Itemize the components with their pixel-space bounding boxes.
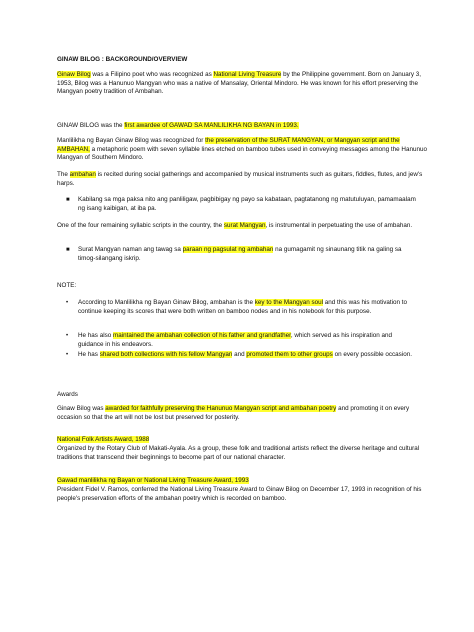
bullet-icon: ■ xyxy=(66,247,70,253)
awards-label: Awards xyxy=(57,391,78,398)
highlight-first-awardee: first awardee of GAWAD SA MANLILIKHA NG BAYAN in 1993. xyxy=(124,122,299,129)
note-item-shared: • He has shared both collections with his fellow Mangyan and promoted them to other groups on every possible occasion. xyxy=(66,351,412,358)
highlight-surat-mangyan: the preservation of the SURAT MANGYAN, or Mangyan script and the AMBAHAN, xyxy=(57,137,400,153)
award-text-folk-artists: Organized by the Rotary Club of Makati-Ayala. As a group, these folk and traditional artists reflect the diverse heritage and cultural traditions that transcend their beginnings to become part of our national character. xyxy=(57,445,420,461)
paragraph-ambahan: The ambahan is recited during social gatherings and accompanied by musical instruments such as guitars, fiddles, flutes, and jew's harps. xyxy=(57,171,423,187)
bullet-icon: • xyxy=(66,300,69,306)
note-item-key: • According to Manlilikha ng Bayan Ginaw Bilog, ambahan is the key to the Mangyan soul and this was his motivation to continue keeping its scores that were both written on bamboo nodes and in his notebook for this purpose. xyxy=(66,299,408,315)
award-title-folk-artists: National Folk Artists Award, 1988 xyxy=(57,436,150,443)
note-label: NOTE: xyxy=(57,282,77,289)
highlight-awarded: awarded for faithfully preserving the Hanunuo Mangyan script and ambahan poetry xyxy=(105,405,337,412)
highlight-key-soul: key to the Mangyan soul xyxy=(254,299,324,306)
highlight-surat-mangyan-2: surat Mangyan xyxy=(223,222,266,229)
bullet-icon: ■ xyxy=(66,197,70,203)
paragraph-syllabic-scripts: One of the four remaining syllabic scripts in the country, the surat Mangyan, is instrumental in perpetuating the use of ambahan. xyxy=(57,222,413,229)
highlight-ginaw-bilog: Ginaw Bilog xyxy=(57,71,91,78)
bullet-icon: • xyxy=(66,333,69,339)
highlight-maintained: maintained the ambahan collection of his father and grandfather xyxy=(113,332,291,339)
bullet-icon: • xyxy=(66,352,69,358)
highlight-promoted: promoted them to other groups xyxy=(246,351,333,358)
paragraph-awarded: Ginaw Bilog was awarded for faithfully preserving the Hanunuo Mangyan script and ambahan poetry and promoting it on every occasion so that the art will not be lost but preserved for posterity. xyxy=(57,405,410,421)
paragraph-recognition: Manlilikha ng Bayan Ginaw Bilog was recognized for the preservation of the SURAT MANGYAN, or Mangyan script and the AMBAHAN, a metaphoric poem with seven syllable lines etched on bamboo tubes used in conveying messages among the Hanunuo Mangyan of Southern Mindoro. xyxy=(57,137,427,162)
paragraph-overview: Ginaw Bilog was a Filipino poet who was recognized as National Living Treasure by the Philippine government. Born on January 3, 1953, Bilog was a Hanunuo Mangyan who was a native of Mansalay, Oriental Mindoro. He was known for his effort preserving the Mangyan poetry tradition of Ambahan. xyxy=(57,71,422,96)
highlight-paraan: paraan ng pagsulat ng ambahan xyxy=(182,246,274,253)
document-heading: GINAW BILOG : BACKGROUND/OVERVIEW xyxy=(57,56,188,63)
paragraph-first-awardee: GINAW BILOG was the first awardee of GAWAD SA MANLILIKHA NG BAYAN in 1993. xyxy=(57,122,299,129)
highlight-shared: shared both collections with his fellow Mangyan xyxy=(99,351,233,358)
bullet-item-paksa: ■ Kabilang sa mga paksa nito ang panliligaw, pagbibigay ng payo sa kabataan, pagtatanong ng matutuluyan, pamamaalam ng isang kaibigan, at iba pa. xyxy=(66,196,416,212)
bullet-item-surat: ■ Surat Mangyan naman ang tawag sa paraan ng pagsulat ng ambahan na gumagamit ng sinaunang titik na galing sa timog-silangang iskrip. xyxy=(66,246,402,262)
award-text-living-treasure: President Fidel V. Ramos, conferred the National Living Treasure Award to Ginaw Bilog on December 17, 1993 in recognition of his people's preservation efforts of the ambahan poetry which is recorded on bamboo. xyxy=(57,486,422,502)
highlight-living-treasure: National Living Treasure xyxy=(213,71,282,78)
note-item-maintained: • He has also maintained the ambahan collection of his father and grandfather, which served as his inspiration and guidance in his endeavors. xyxy=(66,332,393,348)
award-title-living-treasure: Gawad manlilikha ng Bayan or National Living Treasure Award, 1993 xyxy=(57,477,249,484)
highlight-ambahan: ambahan xyxy=(69,171,96,178)
